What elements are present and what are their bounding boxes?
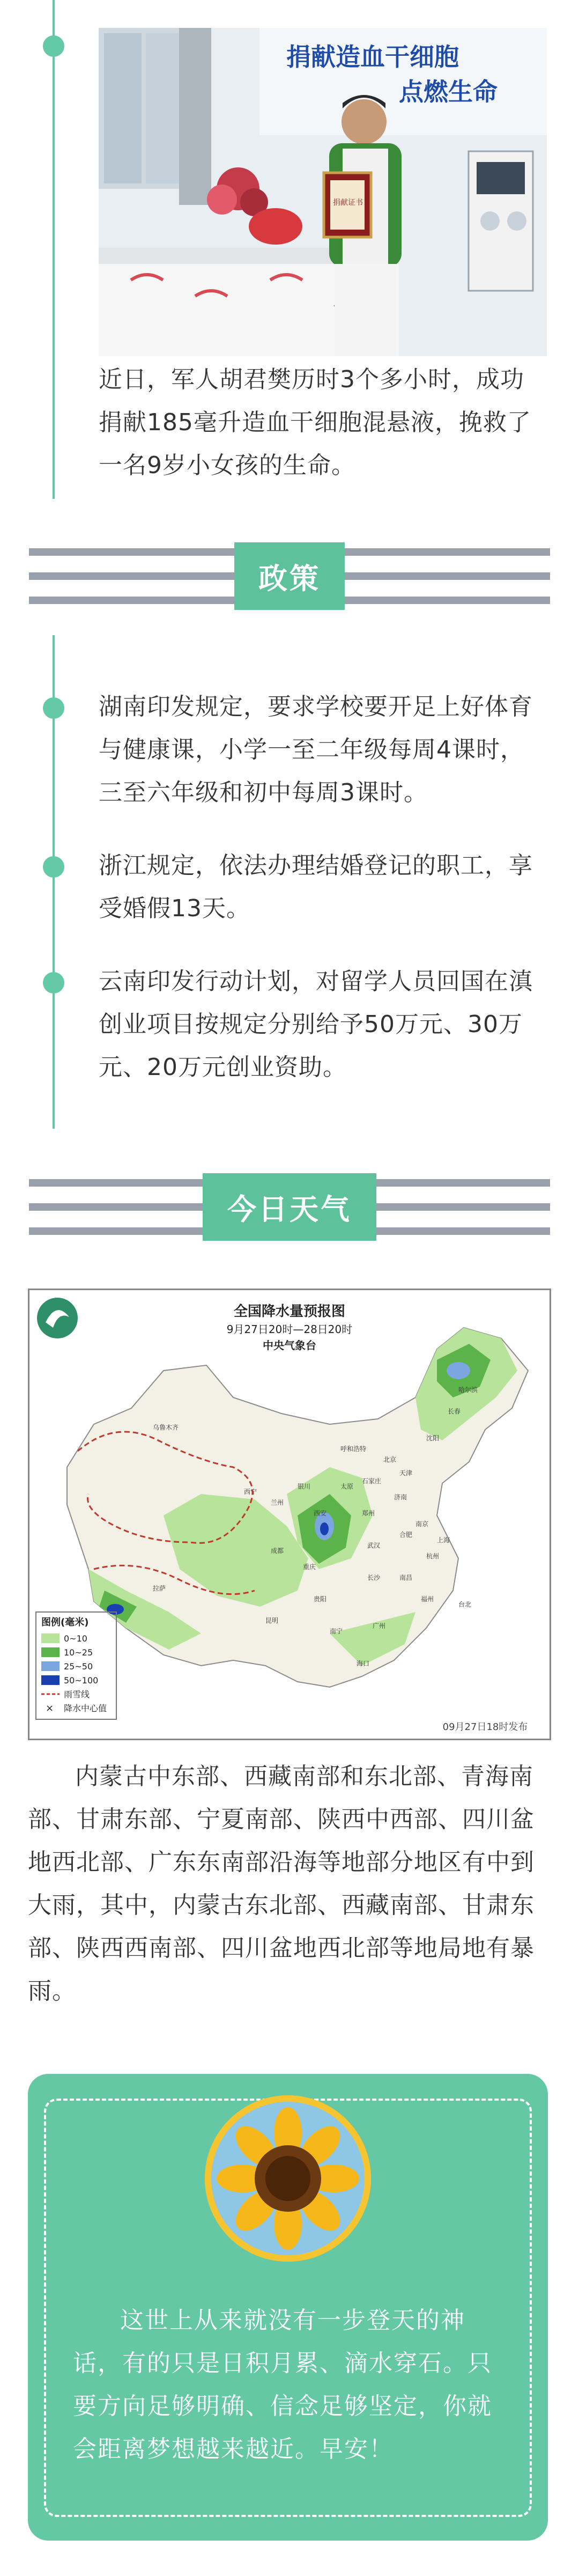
legend-label: 0~10	[64, 1633, 87, 1644]
precipitation-map	[28, 1289, 551, 1740]
precipitation-map-graphic	[29, 1290, 550, 1739]
city-label: 拉萨	[153, 1585, 166, 1592]
city-label: 长春	[448, 1408, 461, 1415]
timeline-dot	[43, 972, 64, 993]
city-label: 广州	[373, 1622, 386, 1630]
city-label: 兰州	[271, 1499, 284, 1506]
city-label: 福州	[421, 1595, 434, 1603]
city-label: 天津	[399, 1469, 413, 1477]
city-label: 南京	[415, 1520, 429, 1528]
city-label: 西安	[314, 1510, 327, 1517]
city-label: 哈尔滨	[458, 1386, 478, 1394]
city-label: 银川	[298, 1483, 311, 1490]
city-label: 太原	[340, 1483, 354, 1490]
city-label: 南昌	[399, 1574, 413, 1581]
quote-card	[28, 2074, 548, 2541]
legend-title: 图例(毫米)	[41, 1617, 89, 1628]
map-title: 全国降水量预报图	[233, 1304, 346, 1320]
city-label: 乌鲁木齐	[153, 1424, 179, 1431]
map-agency: 中央气象台	[263, 1339, 316, 1352]
legend-label: 降水中心值	[64, 1703, 107, 1713]
legend-swatch	[41, 1633, 60, 1643]
legend-swatch	[41, 1675, 60, 1685]
city-label: 郑州	[362, 1510, 375, 1517]
certificate-text: 捐献证书	[333, 198, 363, 207]
city-label: 昆明	[265, 1617, 279, 1624]
policy-section-title: 政策	[234, 542, 345, 610]
weather-section-title: 今日天气	[203, 1173, 376, 1241]
city-label: 海口	[357, 1660, 370, 1667]
timeline-dot	[43, 697, 64, 719]
hospital-room-illustration	[99, 28, 547, 356]
legend-swatch	[41, 1647, 60, 1657]
rain-area-storm-tibet	[107, 1604, 124, 1615]
timeline-line-top	[53, 0, 55, 499]
city-label: 长沙	[367, 1574, 381, 1581]
policy-item: 云南印发行动计划，对留学人员回国在滇创业项目按规定分别给予50万元、30万元、20万元创业资助。	[99, 968, 533, 1081]
legend-swatch	[41, 1661, 60, 1671]
city-label: 济南	[394, 1493, 407, 1501]
map-issued-time: 09月27日18时发布	[442, 1721, 528, 1733]
city-label: 南宁	[330, 1628, 343, 1635]
sunflower-badge	[205, 2095, 371, 2262]
policy-item: 浙江规定，依法办理结婚登记的职工，享受婚假13天。	[99, 852, 533, 922]
legend-label: 50~100	[64, 1675, 99, 1686]
map-time-range: 9月27日20时—28日20时	[226, 1323, 353, 1336]
rain-area-storm-core	[320, 1522, 329, 1535]
city-label: 贵阳	[314, 1595, 327, 1603]
quote-text: 这世上从来就没有一步登天的神话，有的只是日积月累、滴水穿石。只要方向足够明确、信念足够坚定，你就会距离梦想越来越近。早安！	[73, 2307, 492, 2463]
legend-cross-icon: ×	[46, 1703, 54, 1714]
news-text: 近日，军人胡君樊历时3个多小时，成功捐献185毫升造血干细胞混悬液，挽救了一名9岁小女孩的生命。	[99, 366, 531, 479]
city-label: 成都	[271, 1547, 284, 1555]
city-label: 北京	[383, 1456, 397, 1463]
photo-banner-line1: 捐献造血干细胞	[286, 42, 459, 71]
news-photo	[99, 28, 547, 356]
city-label: 合肥	[399, 1531, 413, 1539]
city-label: 西宁	[244, 1488, 257, 1496]
timeline-dot	[43, 856, 64, 878]
city-label: 武汉	[367, 1542, 381, 1549]
cma-logo-icon	[37, 1298, 78, 1338]
legend-label: 雨雪线	[64, 1689, 90, 1699]
city-label: 石家庄	[362, 1477, 382, 1485]
city-label: 上海	[437, 1536, 450, 1544]
city-label: 台北	[458, 1601, 472, 1608]
legend-label: 25~50	[64, 1661, 93, 1672]
rain-area-storm-northeast	[447, 1362, 470, 1379]
city-label: 杭州	[426, 1552, 440, 1560]
legend-label: 10~25	[64, 1647, 93, 1658]
sunflower-icon	[205, 2095, 371, 2262]
weather-text: 内蒙古中东部、西藏南部和东北部、青海南部、甘肃东部、宁夏南部、陕西中西部、四川盆地西北部、广东东南部沿海等地部分地区有中到大雨，其中，内蒙古东北部、西藏南部、甘肃东部、陕西西南部、四川盆地西北部等地局地有暴雨。	[28, 1763, 535, 2005]
policy-item: 湖南印发规定，要求学校要开足上好体育与健康课，小学一至二年级每周4课时，三至六年级和初中每周3课时。	[99, 693, 533, 806]
city-label: 重庆	[303, 1563, 316, 1571]
city-label: 呼和浩特	[340, 1445, 367, 1453]
photo-banner-line2: 点燃生命	[399, 77, 498, 106]
city-label: 沈阳	[426, 1434, 440, 1442]
timeline-dot	[43, 35, 64, 57]
